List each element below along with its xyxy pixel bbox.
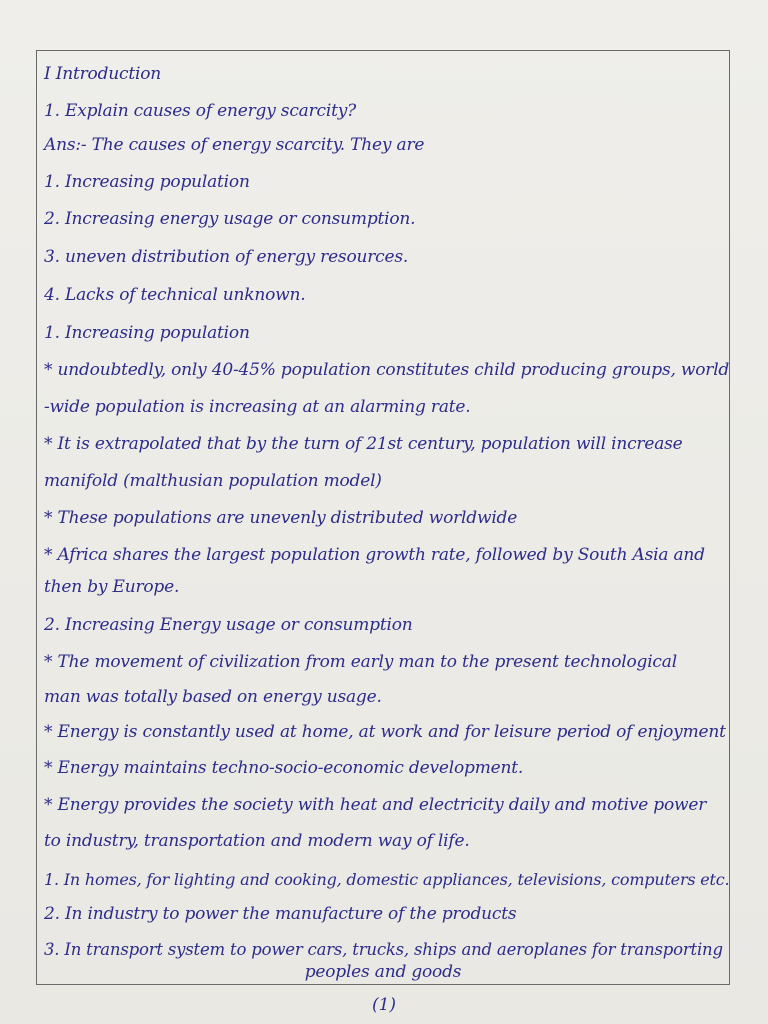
question: 1. Explain causes of energy scarcity? — [44, 101, 357, 121]
bullet-line: * The movement of civilization from early man to the present technological — [44, 652, 677, 672]
cause-item: 3. uneven distribution of energy resources. — [44, 247, 409, 267]
sub-heading: 1. Increasing population — [44, 323, 250, 343]
page-number: (1) — [371, 995, 397, 1015]
bullet-line: then by Europe. — [44, 577, 180, 597]
bullet-line: * It is extrapolated that by the turn of 21st century, population will increase — [44, 434, 683, 454]
bullet-line: manifold (malthusian population model) — [44, 471, 382, 491]
bullet-line: * Energy provides the society with heat and electricity daily and motive power — [44, 795, 707, 815]
bullet-line: man was totally based on energy usage. — [44, 687, 382, 707]
bullet-line: -wide population is increasing at an alarming rate. — [44, 397, 471, 417]
bullet-line: * Energy is constantly used at home, at work and for leisure period of enjoyment — [44, 722, 726, 742]
list-item: 2. In industry to power the manufacture of the products — [44, 904, 517, 924]
answer-intro: Ans:- The causes of energy scarcity. They are — [44, 135, 425, 155]
bullet-line: * These populations are unevenly distributed worldwide — [44, 508, 518, 528]
list-item-continuation: peoples and goods — [304, 962, 462, 982]
bullet-line: * Energy maintains techno-socio-economic development. — [44, 758, 524, 778]
bullet-line: * undoubtedly, only 40-45% population constitutes child producing groups, world — [44, 360, 730, 380]
list-item: 3. In transport system to power cars, trucks, ships and aeroplanes for transporting — [44, 940, 723, 959]
bullet-line: * Africa shares the largest population growth rate, followed by South Asia and — [44, 545, 705, 565]
section-heading: I Introduction — [44, 64, 161, 84]
cause-item: 2. Increasing energy usage or consumption. — [44, 209, 416, 229]
cause-item: 4. Lacks of technical unknown. — [44, 285, 306, 305]
bullet-line: to industry, transportation and modern way of life. — [44, 831, 470, 851]
sub-heading: 2. Increasing Energy usage or consumption — [44, 615, 413, 635]
list-item: 1. In homes, for lighting and cooking, domestic appliances, televisions, computers etc. — [44, 870, 730, 889]
cause-item: 1. Increasing population — [44, 172, 250, 192]
